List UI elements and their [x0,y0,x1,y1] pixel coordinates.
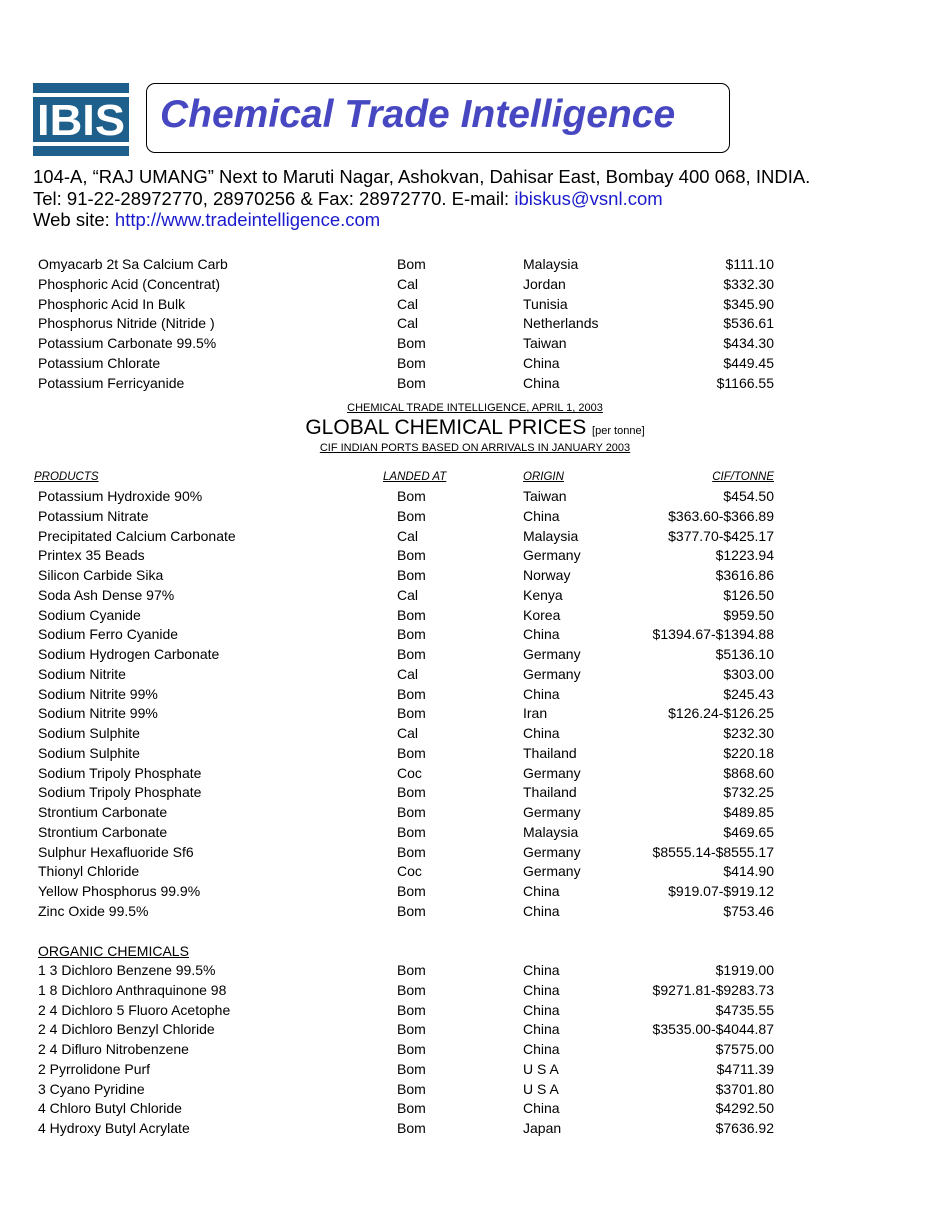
landed-cell: Bom [397,1120,426,1136]
product-cell: Sulphur Hexafluoride Sf6 [38,843,194,860]
product-cell: Sodium Nitrite [38,665,126,682]
price-cell: $732.25 [723,784,774,801]
product-cell: 2 4 Dichloro 5 Fluoro Acetophe [38,1001,231,1018]
product-cell: Sodium Cyanide [38,606,141,623]
table-row [0,1119,950,1139]
landed-cell: Bom [397,843,426,860]
title-box [146,83,730,153]
price-cell: $232.30 [723,725,774,741]
table-row [0,823,950,843]
table-row [0,586,950,606]
table-row [0,783,950,803]
web-label: Web site: [33,209,115,230]
tel-fax-line [33,188,810,210]
price-cell: $3701.80 [715,1080,774,1097]
landed-cell: Bom [397,705,426,722]
product-cell: 4 Hydroxy Butyl Acrylate [38,1120,190,1136]
origin-cell: Malaysia [523,527,579,544]
origin-cell: China [523,962,560,978]
product-cell: Sodium Tripoly Phosphate [38,764,202,781]
price-cell: $4292.50 [715,1100,774,1117]
price-cell: $377.70-$425.17 [668,527,774,544]
origin-cell: China [523,626,560,643]
landed-cell: Bom [397,1041,426,1057]
landed-cell: Bom [397,685,426,702]
price-cell: $345.90 [723,295,774,312]
origin-cell: Tunisia [523,295,568,312]
table-row [0,527,950,547]
landed-cell: Cal [397,586,419,603]
product-cell: 2 4 Dichloro Benzyl Chloride [38,1021,215,1038]
price-cell: $536.61 [723,315,774,332]
top-price-list [0,255,950,393]
landed-cell: Bom [397,1001,426,1018]
price-cell: $4711.39 [716,1060,774,1077]
product-cell: Sodium Tripoly Phosphate [38,784,202,801]
price-cell: $3616.86 [715,567,774,583]
email-link[interactable]: ibiskus@vsnl.com [514,187,663,209]
product-cell: Strontium Carbonate [38,804,168,820]
landed-cell: Bom [397,962,426,978]
landed-cell: Coc [397,863,422,880]
product-cell: Soda Ash Dense 97% [38,586,175,603]
origin-cell: China [523,1100,560,1117]
ibis-logo [33,83,129,156]
product-cell: Sodium Nitrite 99% [38,685,158,702]
product-cell: Precipitated Calcium Carbonate [38,527,236,544]
price-cell: $3535.00-$4044.87 [652,1021,774,1038]
price-cell: $126.24-$126.25 [668,705,774,722]
landed-cell: Bom [397,902,426,919]
landed-cell: Bom [397,256,426,272]
table-row [0,981,950,1001]
table-row [0,744,950,764]
price-cell: $7636.92 [715,1120,774,1136]
product-cell: 2 4 Difluro Nitrobenzene [38,1041,189,1057]
origin-cell: Germany [523,764,581,781]
contact-block [33,166,810,231]
table-row [0,546,950,566]
origin-cell: Taiwan [523,488,567,504]
product-cell: Sodium Ferro Cyanide [38,626,179,643]
landed-cell: Bom [397,374,426,391]
landed-cell: Bom [397,335,426,351]
price-cell: $1394.67-$1394.88 [652,626,774,643]
price-cell: $7575.00 [715,1041,774,1057]
table-row [0,566,950,586]
landed-cell: Coc [397,764,422,781]
table-row [0,625,950,645]
product-cell: Potassium Nitrate [38,507,149,524]
web-line [33,209,810,231]
report-title [0,416,950,440]
table-row [0,704,950,724]
landed-cell: Bom [397,823,426,840]
table-row [0,1099,950,1119]
origin-cell: China [523,981,560,998]
landed-cell: Bom [397,354,426,371]
price-cell: $220.18 [723,744,774,761]
origin-cell: Malaysia [523,256,579,272]
product-cell: Zinc Oxide 99.5% [38,902,149,919]
organic-price-list [0,961,950,1139]
origin-cell: Germany [523,646,581,662]
landed-cell: Bom [397,1100,426,1117]
origin-cell: Kenya [523,586,563,603]
price-cell: $332.30 [723,275,774,292]
origin-cell: Iran [523,705,548,722]
price-cell: $1166.55 [716,374,774,391]
landed-cell: Bom [397,804,426,820]
origin-cell: Germany [523,843,581,860]
landed-cell: Bom [397,981,426,998]
origin-cell: Norway [523,567,571,583]
product-cell: Silicon Carbide Sika [38,567,164,583]
landed-cell: Cal [397,275,419,292]
origin-cell: China [523,1041,560,1057]
table-row [0,665,950,685]
origin-cell: Thailand [523,784,577,801]
price-cell: $5136.10 [715,646,774,662]
price-cell: $469.65 [723,823,774,840]
col-header-price: CIF/TONNE [712,471,774,483]
table-row [0,314,950,334]
table-row [0,724,950,744]
landed-cell: Cal [397,527,419,544]
landed-cell: Cal [397,665,419,682]
origin-cell: China [523,725,560,741]
price-cell: $8555.14-$8555.17 [652,843,774,860]
table-row [0,255,950,275]
product-cell: Printex 35 Beads [38,547,145,564]
origin-cell: U S A [523,1080,559,1097]
price-cell: $9271.81-$9283.73 [652,981,774,998]
main-price-list [0,487,950,922]
origin-cell: China [523,685,560,702]
landed-cell: Bom [397,646,426,662]
product-cell: Phosphoric Acid In Bulk [38,295,186,312]
table-row [0,1060,950,1080]
product-cell: Sodium Sulphite [38,725,140,741]
origin-cell: Germany [523,863,581,880]
price-cell: $4735.55 [715,1001,774,1018]
origin-cell: China [523,883,560,899]
tel-fax-text: Tel: 91-22-28972770, 28970256 & Fax: 28972770. E-mail: [33,187,515,209]
table-row [0,961,950,981]
price-cell: $414.90 [723,863,774,880]
product-cell: 2 Pyrrolidone Purf [38,1060,151,1077]
landed-cell: Bom [397,883,426,899]
col-header-landed: LANDED AT [383,471,447,483]
origin-cell: China [523,1021,560,1038]
product-cell: Thionyl Chloride [38,863,140,880]
table-row [0,803,950,823]
product-cell: 1 8 Dichloro Anthraquinone 98 [38,981,227,998]
product-cell: Sodium Hydrogen Carbonate [38,646,220,662]
price-cell: $126.50 [723,586,774,603]
landed-cell: Bom [397,1080,426,1097]
origin-cell: China [523,507,560,524]
landed-cell: Cal [397,295,419,312]
page-title: Chemical Trade Intelligence [160,93,676,136]
price-cell: $753.46 [723,902,774,919]
product-cell: Potassium Chlorate [38,354,161,371]
origin-cell: Germany [523,804,581,820]
table-row [0,1001,950,1021]
report-subtitle: CIF INDIAN PORTS BASED ON ARRIVALS IN JANUARY 2003 [319,442,631,454]
price-cell: $959.50 [723,606,774,623]
table-row [0,507,950,527]
origin-cell: Malaysia [523,823,579,840]
table-row [0,1020,950,1040]
product-cell: Potassium Hydroxide 90% [38,488,203,504]
table-row [0,487,950,507]
price-cell: $919.07-$919.12 [668,883,774,899]
origin-cell: Taiwan [523,335,567,351]
report-dateline: CHEMICAL TRADE INTELLIGENCE, APRIL 1, 2003 [347,402,603,414]
origin-cell: China [523,354,560,371]
table-row [0,295,950,315]
logo-text: IBIS [37,96,125,145]
price-cell: $449.45 [723,354,774,371]
price-cell: $111.10 [725,256,774,272]
table-row [0,606,950,626]
table-row [0,764,950,784]
table-row [0,902,950,922]
report-title-text: GLOBAL CHEMICAL PRICES [305,416,587,439]
landed-cell: Bom [397,547,426,564]
landed-cell: Bom [397,1060,426,1077]
table-row [0,275,950,295]
origin-cell: Germany [523,547,581,564]
table-row [0,843,950,863]
price-cell: $489.85 [723,804,774,820]
origin-cell: Jordan [523,275,566,292]
product-cell: Omyacarb 2t Sa Calcium Carb [38,256,228,272]
landed-cell: Bom [397,784,426,801]
table-row [0,354,950,374]
origin-cell: Korea [523,606,561,623]
landed-cell: Bom [397,606,426,623]
table-row [0,645,950,665]
table-row [0,1040,950,1060]
price-cell: $1223.94 [715,547,774,564]
product-cell: Phosphorus Nitride (Nitride ) [38,315,215,332]
landed-cell: Bom [397,744,426,761]
report-unit: [per tonne] [592,425,645,437]
landed-cell: Bom [397,626,426,643]
landed-cell: Cal [397,315,419,332]
product-cell: Potassium Ferricyanide [38,374,185,391]
landed-cell: Cal [397,725,419,741]
origin-cell: China [523,1001,560,1018]
origin-cell: China [523,902,560,919]
product-cell: Sodium Nitrite 99% [38,705,158,722]
organic-section-title: ORGANIC CHEMICALS [38,943,189,959]
price-cell: $363.60-$366.89 [668,507,774,524]
col-header-origin: ORIGIN [523,471,564,483]
product-cell: 3 Cyano Pyridine [38,1080,145,1097]
price-cell: $245.43 [723,685,774,702]
product-cell: Yellow Phosphorus 99.9% [38,883,201,899]
product-cell: Phosphoric Acid (Concentrat) [38,275,221,292]
origin-cell: Netherlands [523,315,599,332]
website-link[interactable]: http://www.tradeintelligence.com [114,209,381,230]
address-line: 104-A, “RAJ UMANG” Next to Maruti Nagar, Ashokvan, Dahisar East, Bombay 400 068, INDIA. [33,166,811,187]
product-cell: 4 Chloro Butyl Chloride [38,1100,182,1117]
product-cell: Sodium Sulphite [38,744,140,761]
table-row [0,334,950,354]
table-row [0,862,950,882]
table-row [0,1080,950,1100]
origin-cell: Japan [523,1120,562,1136]
landed-cell: Bom [397,507,426,524]
table-row [0,882,950,902]
landed-cell: Bom [397,488,426,504]
table-row [0,374,950,394]
price-cell: $868.60 [723,764,774,781]
price-cell: $454.50 [723,488,774,504]
origin-cell: Germany [523,665,581,682]
landed-cell: Bom [397,567,426,583]
product-cell: Strontium Carbonate [38,823,168,840]
origin-cell: China [523,374,560,391]
table-row [0,685,950,705]
price-cell: $1919.00 [715,962,774,978]
price-cell: $303.00 [723,665,774,682]
product-cell: Potassium Carbonate 99.5% [38,335,217,351]
product-cell: 1 3 Dichloro Benzene 99.5% [38,962,216,978]
landed-cell: Bom [397,1021,426,1038]
price-cell: $434.30 [723,335,774,351]
col-header-products: PRODUCTS [34,471,99,483]
origin-cell: U S A [523,1060,559,1077]
origin-cell: Thailand [523,744,577,761]
